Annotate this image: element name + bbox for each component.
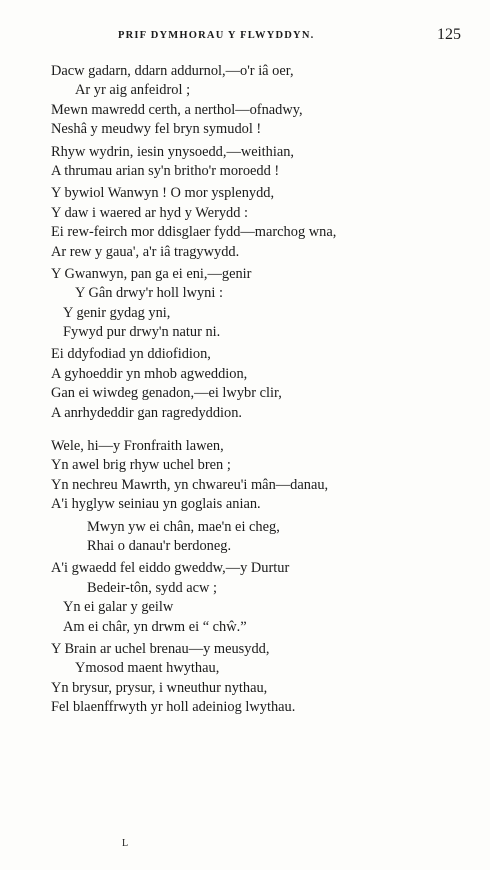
verse-line: Yn awel brig rhyw uchel bren ; <box>51 457 231 474</box>
verse-line: Y Brain ar uchel brenau—y meusydd, <box>51 640 270 657</box>
verse-line: Fywyd pur drwy'n natur ni. <box>63 324 221 341</box>
verse-line: Wele, hi—y Fronfraith lawen, <box>51 438 224 455</box>
verse-line: A'i hyglyw seiniau yn goglais anian. <box>51 496 261 513</box>
verse-line: Yn brysur, prysur, i wneuthur nythau, <box>51 679 268 696</box>
verse-line: Bedeir-tôn, sydd acw ; <box>87 579 217 596</box>
verse-line: Neshâ y meudwy fel bryn symudol ! <box>51 121 262 138</box>
verse-line: Y bywiol Wanwyn ! O mor ysplenydd, <box>51 185 275 202</box>
stanza <box>51 345 476 423</box>
stanza <box>51 265 476 343</box>
verse-line: Rhai o danau'r berdoneg. <box>87 537 232 554</box>
verse-line: Mwyn yw ei chân, mae'n ei cheg, <box>87 518 280 535</box>
verse-line: Ar rew y gaua', a'r iâ tragywydd. <box>51 243 240 260</box>
stanza <box>51 62 476 140</box>
verse-line: A thrumau arian sy'n britho'r moroedd ! <box>51 162 280 179</box>
verse-line: Gan ei wiwdeg genadon,—ei lwybr clir, <box>51 385 282 402</box>
verse-line: A gyhoeddir yn mhob agweddion, <box>51 365 248 382</box>
verse-line: Y Gân drwy'r holl lwyni : <box>75 285 223 302</box>
stanza <box>51 184 476 262</box>
signature-mark: L <box>122 838 130 849</box>
verse-line: Ar yr aig anfeidrol ; <box>75 82 191 99</box>
stanza <box>51 640 476 718</box>
verse-line: Yn nechreu Mawrth, yn chwareu'i mân—danau, <box>51 476 329 493</box>
verse-line: Y genir gydag yni, <box>63 304 171 321</box>
stanza <box>51 559 476 637</box>
verse-line: Rhyw wydrin, iesin ynysoedd,—weithian, <box>51 143 295 160</box>
verse-line: A'i gwaedd fel eiddo gweddw,—y Durtur <box>51 560 290 577</box>
page-number: 125 <box>437 26 461 43</box>
verse-line: A anrhydeddir gan ragredyddion. <box>51 404 243 421</box>
verse-line: Ymosod maent hwythau, <box>75 660 220 677</box>
stanza <box>51 518 476 557</box>
verse-line: Dacw gadarn, ddarn addurnol,—o'r iâ oer, <box>51 63 294 79</box>
stanza <box>51 143 476 182</box>
poem-body <box>51 62 476 721</box>
verse-line: Ei rew-feirch mor ddisglaer fydd—marchog wna, <box>51 224 337 241</box>
verse-line: Y daw i waered ar hyd y Werydd : <box>51 204 249 221</box>
verse-line: Y Gwanwyn, pan ga ei eni,—genir <box>51 265 252 282</box>
stanza <box>51 437 476 515</box>
verse-line: Ei ddyfodiad yn ddiofidion, <box>51 346 211 363</box>
running-title: PRIF DYMHORAU Y FLWYDDYN. <box>118 30 315 41</box>
verse-line: Am ei châr, yn drwm ei “ chŵ.” <box>63 618 247 635</box>
verse-line: Mewn mawredd certh, a nerthol—ofnadwy, <box>51 101 303 118</box>
verse-line: Fel blaenffrwyth yr holl adeiniog lwythau. <box>51 699 296 716</box>
verse-line: Yn ei galar y geilw <box>63 599 174 616</box>
